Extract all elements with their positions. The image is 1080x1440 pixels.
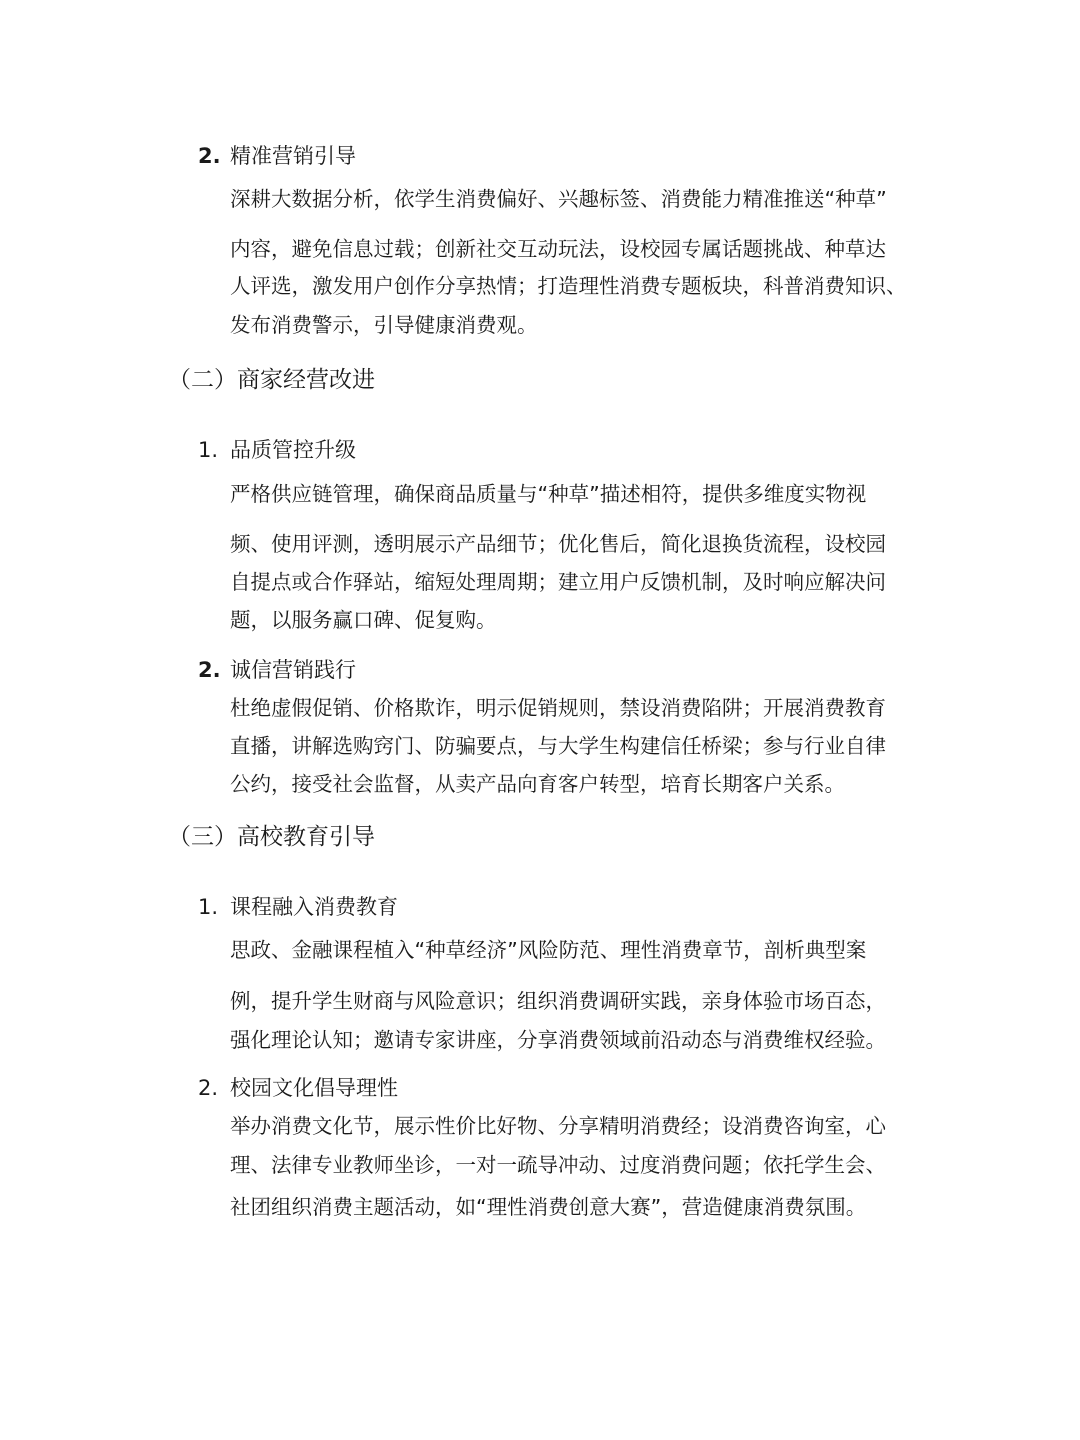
paragraph-line: 公约，接受社会监督，从卖产品向育客户转型，培育长期客户关系。 — [230, 772, 845, 796]
subheading-campus-culture — [198, 1074, 398, 1102]
subheading-honest-marketing — [198, 656, 356, 684]
subheading-number: 2. — [198, 658, 221, 682]
subheading-number: 2. — [198, 144, 221, 168]
subheading-title: 校园文化倡导理性 — [230, 1076, 398, 1100]
paragraph-line: 内容，避免信息过载；创新社交互动玩法，设校园专属话题挑战、种草达 — [230, 237, 886, 261]
paragraph-line: 强化理论认知；邀请专家讲座，分享消费领域前沿动态与消费维权经验。 — [230, 1028, 886, 1052]
subheading-course-education — [198, 893, 398, 921]
subheading-title: 课程融入消费教育 — [230, 895, 398, 919]
paragraph-line: 举办消费文化节，展示性价比好物、分享精明消费经；设消费咨询室，心 — [230, 1114, 886, 1138]
subheading-number: 2. — [198, 1076, 219, 1100]
paragraph-line: 发布消费警示，引导健康消费观。 — [230, 313, 538, 337]
paragraph-line: 自提点或合作驿站，缩短处理周期；建立用户反馈机制，及时响应解决问 — [230, 570, 886, 594]
paragraph-line: 频、使用评测，透明展示产品细节；优化售后，简化退换货流程，设校园 — [230, 532, 886, 556]
subheading-quality-control — [198, 436, 356, 464]
subheading-title: 诚信营销践行 — [230, 658, 356, 682]
paragraph-line: 题，以服务赢口碑、促复购。 — [230, 608, 497, 632]
paragraph-line: 社团组织消费主题活动，如“理性消费创意大赛”，营造健康消费氛围。 — [230, 1195, 867, 1219]
subheading-precise-marketing — [198, 142, 356, 170]
paragraph-line: 例，提升学生财商与风险意识；组织消费调研实践，亲身体验市场百态， — [230, 989, 886, 1013]
paragraph-line: 直播，讲解选购窍门、防骗要点，与大学生构建信任桥梁；参与行业自律 — [230, 734, 886, 758]
paragraph-line: 深耕大数据分析，依学生消费偏好、兴趣标签、消费能力精准推送“种草” — [230, 187, 887, 211]
section-heading-merchant: （二）商家经营改进 — [168, 367, 375, 393]
paragraph-line: 杜绝虚假促销、价格欺诈，明示促销规则，禁设消费陷阱；开展消费教育 — [230, 696, 886, 720]
paragraph-line: 严格供应链管理，确保商品质量与“种草”描述相符，提供多维度实物视 — [230, 482, 867, 506]
paragraph-line: 思政、金融课程植入“种草经济”风险防范、理性消费章节，剖析典型案 — [230, 938, 867, 962]
paragraph-line: 理、法律专业教师坐诊，一对一疏导冲动、过度消费问题；依托学生会、 — [230, 1153, 886, 1177]
subheading-title: 精准营销引导 — [230, 144, 356, 168]
section-heading-university: （三）高校教育引导 — [168, 824, 375, 850]
paragraph-line: 人评选，激发用户创作分享热情；打造理性消费专题板块，科普消费知识、 — [230, 274, 907, 298]
subheading-number: 1. — [198, 895, 219, 919]
subheading-number: 1. — [198, 438, 219, 462]
subheading-title: 品质管控升级 — [230, 438, 356, 462]
